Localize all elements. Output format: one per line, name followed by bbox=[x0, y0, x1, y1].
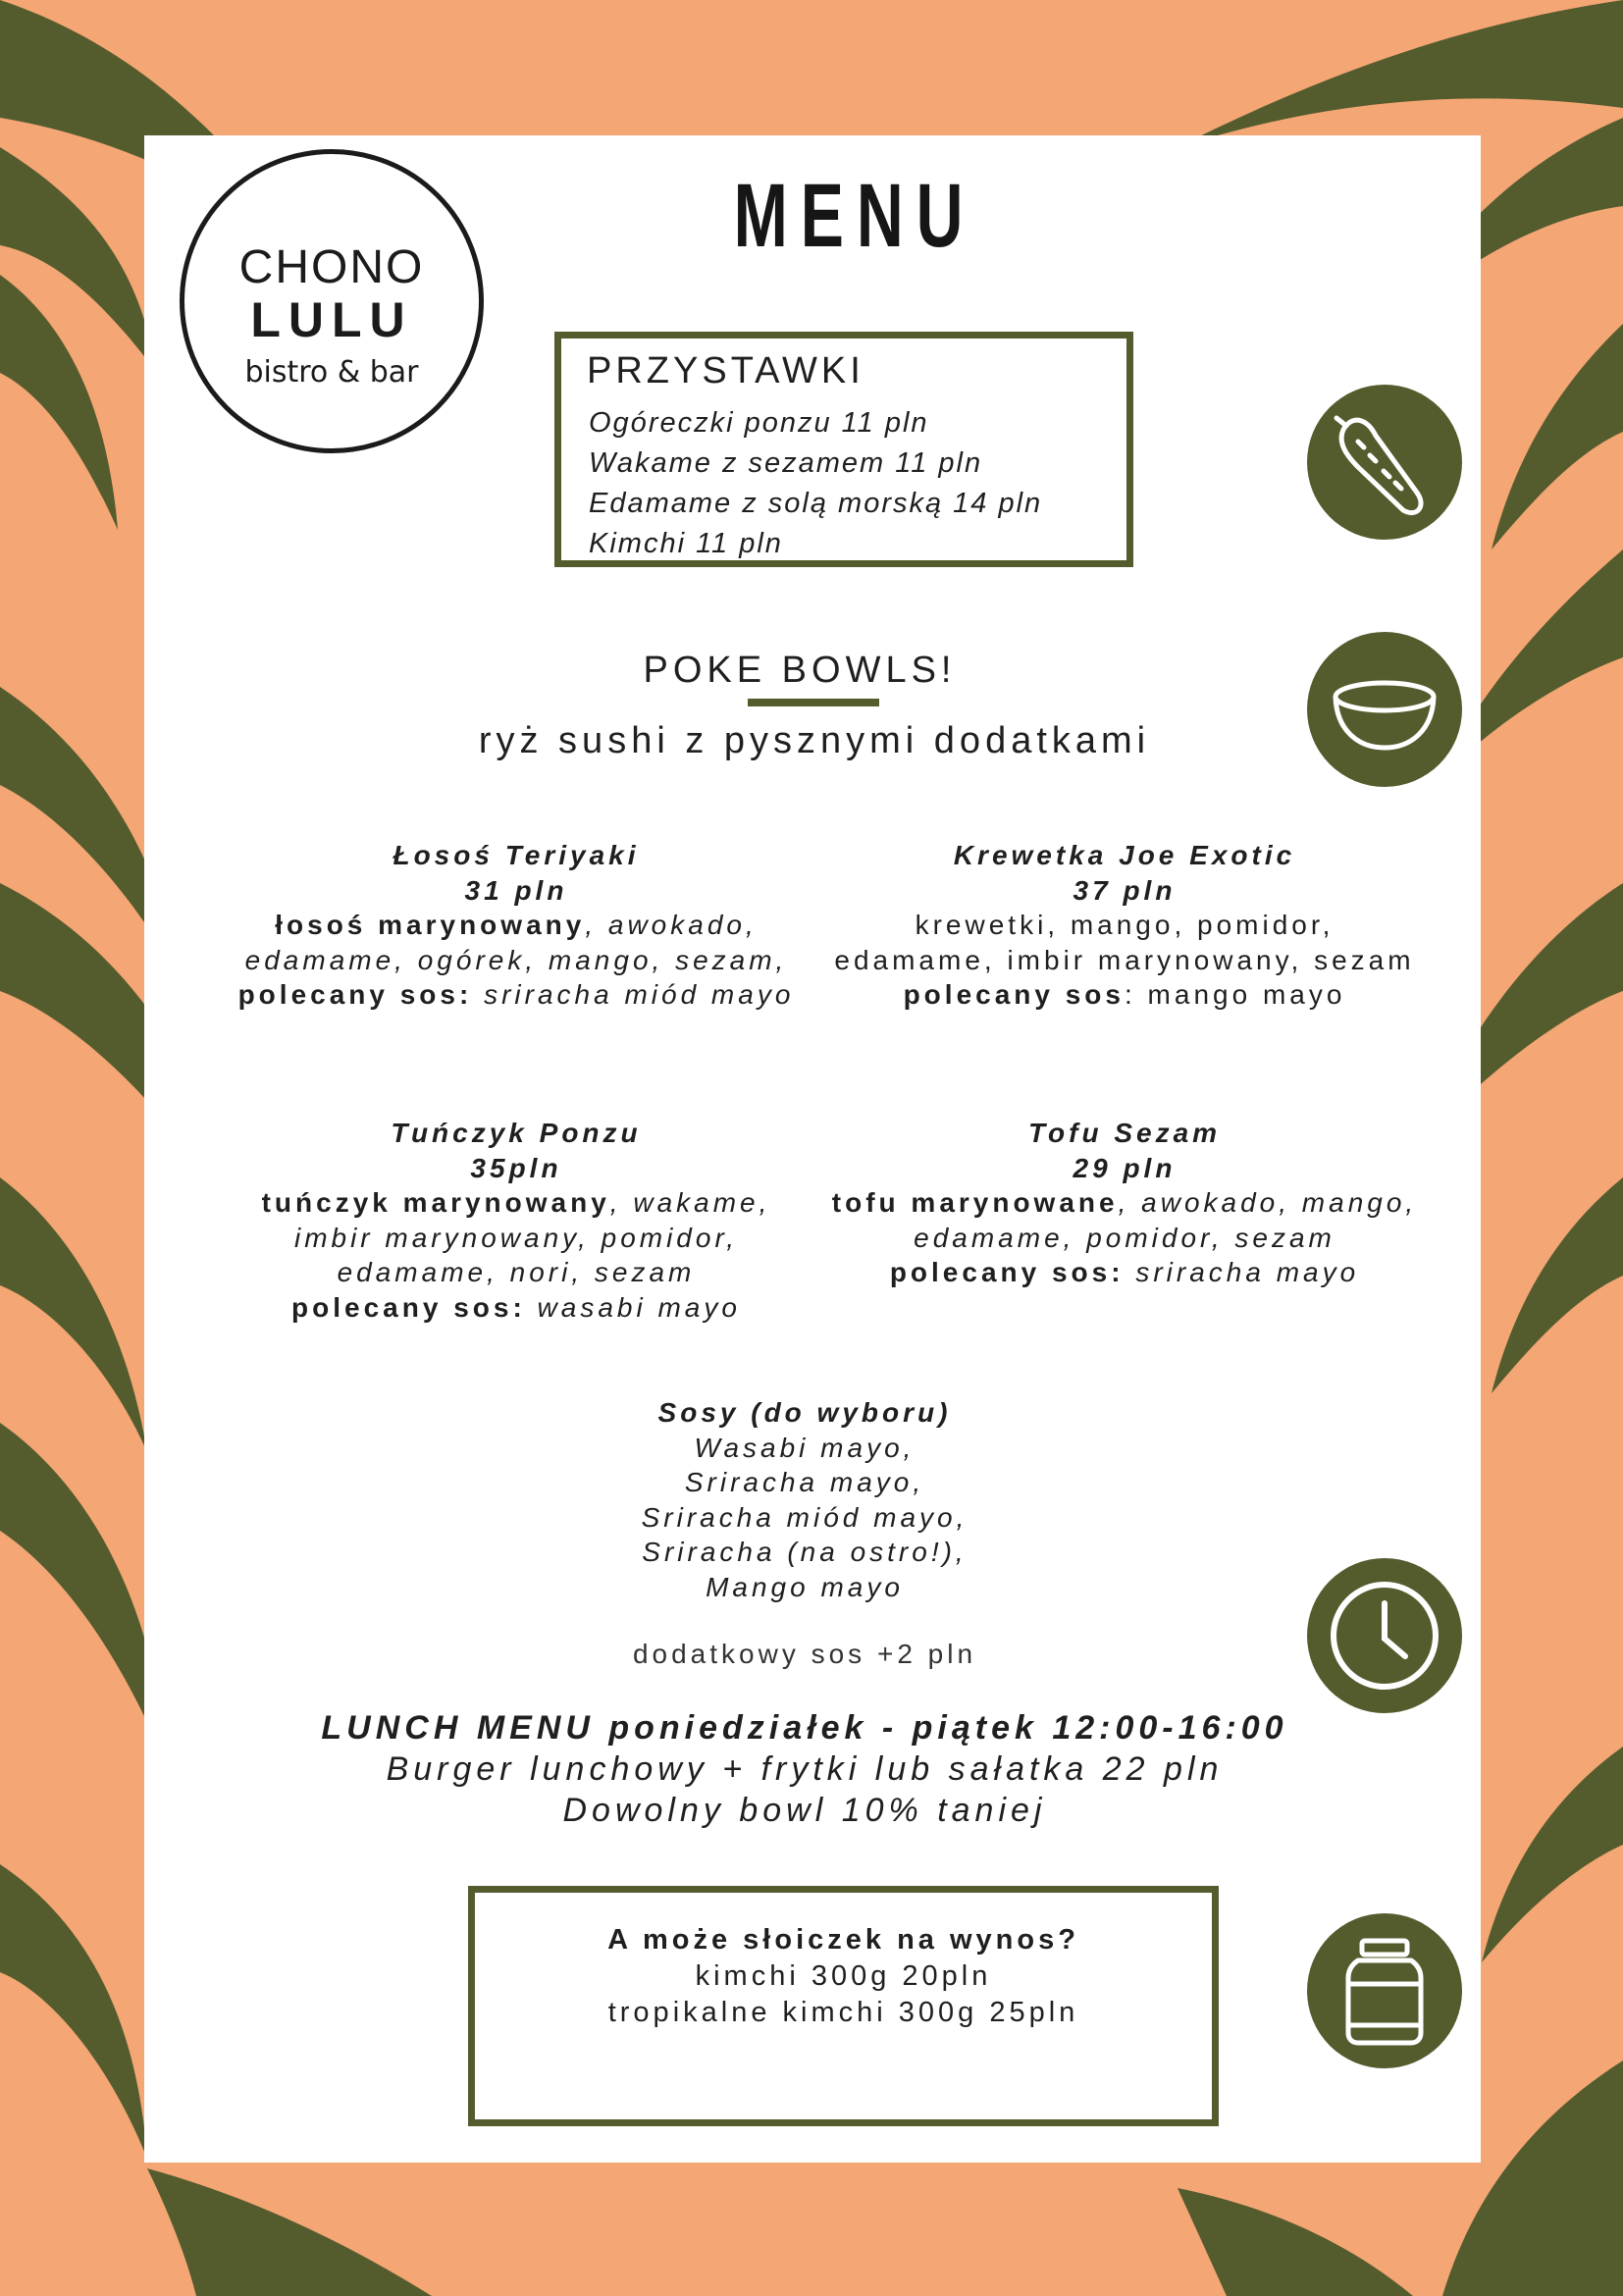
bowl-sauce: polecany sos: mango mayo bbox=[903, 979, 1346, 1010]
bowl-ingredients: łosoś marynowany, awokado, edamame, ogórek, mango, sezam, bbox=[244, 910, 788, 975]
bowl-name: Tofu Sezam bbox=[1027, 1118, 1222, 1148]
bowl-price: 37 pln bbox=[1073, 874, 1177, 906]
bowl-sauce-value: wasabi mayo bbox=[537, 1291, 741, 1323]
lunch-menu bbox=[245, 1707, 1364, 1831]
bowl-sauce-value: sriracha mayo bbox=[1135, 1257, 1360, 1287]
starters-box bbox=[554, 332, 1133, 567]
bowl-sauce-label: polecany sos bbox=[889, 1257, 1112, 1287]
logo bbox=[180, 149, 484, 453]
poke-heading: POKE BOWLS! bbox=[643, 650, 957, 691]
bowl-sauce-value: mango mayo bbox=[1147, 979, 1346, 1010]
bowl-name: Tuńczyk Ponzu bbox=[391, 1118, 642, 1148]
bowl-price: 31 pln bbox=[464, 874, 568, 906]
jar-icon bbox=[1307, 1913, 1462, 2068]
sauces-list bbox=[510, 1395, 1099, 1604]
bowl-main: tuńczyk marynowany bbox=[261, 1187, 610, 1218]
bowl-sauce-value: sriracha miód mayo bbox=[484, 979, 795, 1010]
starter-item: Ogóreczki ponzu 11 pln bbox=[589, 407, 929, 439]
logo-line-1: CHONO bbox=[238, 241, 425, 293]
jars-box bbox=[468, 1886, 1219, 2126]
cucumber-icon bbox=[1307, 385, 1462, 540]
bowl-rest: awokado, mango, edamame, pomidor, sezam bbox=[914, 1187, 1418, 1253]
logo-line-2: LULU bbox=[250, 292, 413, 347]
bowl-main: łosoś marynowany bbox=[275, 910, 586, 940]
jar-item: tropikalne kimchi 300g 25pln bbox=[607, 1997, 1079, 2028]
sauces-heading: Sosy (do wyboru) bbox=[657, 1397, 952, 1428]
poke-underline bbox=[748, 699, 879, 706]
lunch-heading: LUNCH MENU poniedziałek - piątek 12:00-16:00 bbox=[321, 1709, 1288, 1747]
sauce-item: Sriracha miód mayo, bbox=[641, 1501, 969, 1533]
sauce-item: Sriracha mayo, bbox=[684, 1467, 925, 1497]
lunch-line: Burger lunchowy + frytki lub sałatka 22 pln bbox=[386, 1750, 1224, 1788]
starter-item: Edamame z solą morską 14 pln bbox=[589, 488, 1043, 519]
bowl-icon bbox=[1307, 632, 1462, 787]
jars-heading: A może słoiczek na wynos? bbox=[607, 1924, 1079, 1956]
starters-heading: PRZYSTAWKI bbox=[587, 350, 864, 391]
bowl-ingredients: krewetki, mango, pomidor, edamame, imbir marynowany, sezam bbox=[834, 910, 1415, 975]
bowl-ingredients: tuńczyk marynowany, wakame, imbir marynowany, pomidor, edamame, nori, sezam bbox=[261, 1187, 771, 1287]
bowl-ingredients: tofu marynowane, awokado, mango, edamame, pomidor, sezam bbox=[831, 1187, 1418, 1253]
lunch-line: Dowolny bowl 10% taniej bbox=[562, 1792, 1047, 1829]
bowl-sauce: polecany sos: sriracha mayo bbox=[889, 1257, 1360, 1287]
page-title: MENU bbox=[733, 166, 976, 266]
bowl-item bbox=[830, 1116, 1419, 1290]
sauce-item: Mango mayo bbox=[706, 1571, 904, 1602]
bowl-sauce-label: polecany sos bbox=[291, 1291, 513, 1323]
bowl-item bbox=[222, 1116, 811, 1325]
starter-item: Kimchi 11 pln bbox=[589, 528, 783, 559]
clock-icon bbox=[1307, 1558, 1462, 1713]
bowl-sauce-label: polecany sos bbox=[237, 979, 459, 1010]
bowl-main: tofu marynowane bbox=[831, 1187, 1119, 1218]
bowl-name: Łosoś Teriyaki bbox=[393, 840, 640, 870]
bowl-sauce-label: polecany sos bbox=[903, 979, 1125, 1010]
bowl-item bbox=[830, 838, 1419, 1013]
bowl-rest: awokado, edamame, ogórek, mango, sezam, bbox=[244, 910, 788, 975]
bowl-name: Krewetka Joe Exotic bbox=[953, 840, 1296, 870]
logo-line-3: bistro & bar bbox=[244, 355, 419, 390]
starter-item: Wakame z sezamem 11 pln bbox=[589, 447, 983, 479]
bowl-item bbox=[222, 838, 811, 1013]
bowl-price: 35pln bbox=[470, 1152, 562, 1183]
bowl-rest: wakame, imbir marynowany, pomidor, edamame, nori, sezam bbox=[293, 1187, 771, 1287]
bowl-sauce: polecany sos: sriracha miód mayo bbox=[237, 979, 795, 1010]
bowl-sauce: polecany sos: wasabi mayo bbox=[291, 1291, 741, 1323]
poke-subheading: ryż sushi z pysznymi dodatkami bbox=[478, 720, 1151, 761]
extra-sauce-note: dodatkowy sos +2 pln bbox=[632, 1639, 977, 1669]
jar-item: kimchi 300g 20pln bbox=[695, 1960, 992, 1992]
sauce-item: Wasabi mayo, bbox=[694, 1432, 916, 1463]
bowl-price: 29 pln bbox=[1073, 1152, 1177, 1183]
sauce-item: Sriracha (na ostro!), bbox=[642, 1537, 968, 1567]
